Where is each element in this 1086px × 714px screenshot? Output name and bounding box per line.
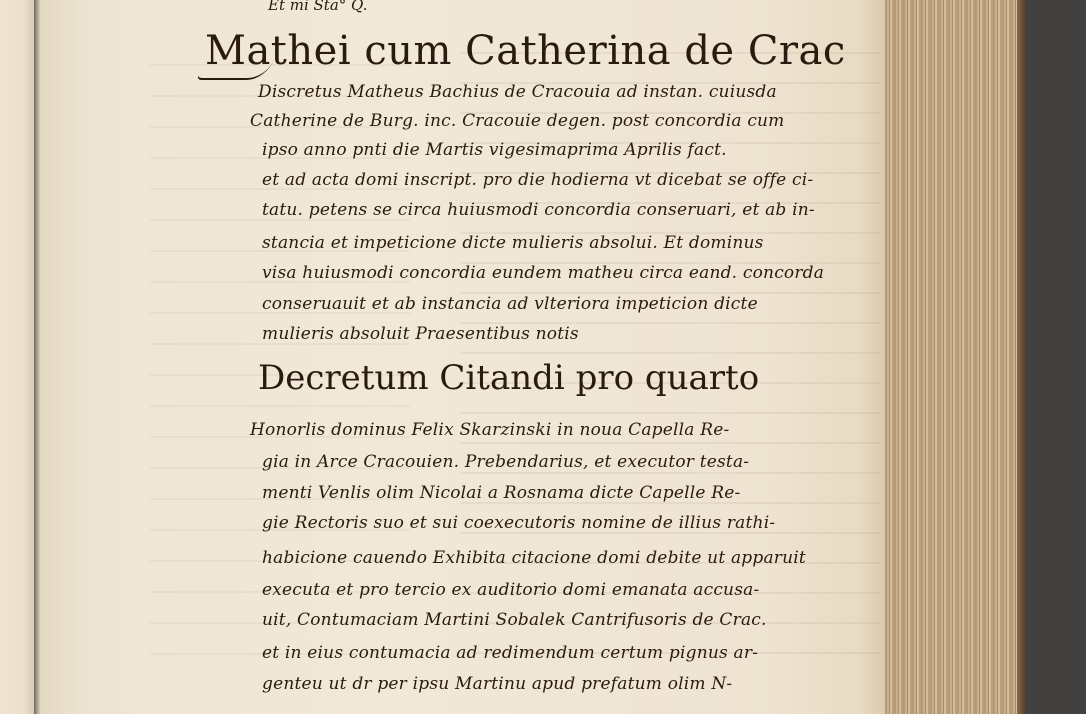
- text-line: menti Venlis olim Nicolai a Rosnama dicte Capelle Re-: [262, 483, 741, 503]
- text-line: tatu. petens se circa huiusmodi concordia conseruari, et ab in-: [262, 200, 815, 220]
- section-heading-1: Mathei cum Catherina de Crac: [205, 28, 846, 74]
- text-line: Catherine de Burg. inc. Cracouie degen. post concordia cum: [250, 111, 785, 131]
- text-line: habicione cauendo Exhibita citacione domi debite ut apparuit: [262, 548, 806, 568]
- text-line: Honorlis dominus Felix Skarzinski in noua Capella Re-: [250, 420, 730, 440]
- margin-note: Et mi Sta° Q.: [268, 0, 368, 14]
- text-line: Discretus Matheus Bachius de Cracouia ad instan. cuiusda: [258, 82, 777, 102]
- section-heading-2: Decretum Citandi pro quarto: [258, 358, 760, 398]
- manuscript-page: [40, 0, 885, 714]
- text-line: visa huiusmodi concordia eundem matheu circa eand. concorda: [262, 263, 825, 283]
- text-line: gia in Arce Cracouien. Prebendarius, et executor testa-: [262, 452, 750, 472]
- text-line: uit, Contumaciam Martini Sobalek Cantrifusoris de Crac.: [262, 610, 767, 630]
- page-block-edges: [885, 0, 1025, 714]
- text-line: conseruauit et ab instancia ad vlteriora impeticion dicte: [262, 294, 758, 314]
- text-line: et in eius contumacia ad redimendum certum pignus ar-: [262, 643, 759, 663]
- text-line: et ad acta domi inscript. pro die hodierna vt dicebat se offe ci-: [262, 170, 814, 190]
- book-cover-background: [1025, 0, 1086, 714]
- text-line: mulieris absoluit Praesentibus notis: [262, 324, 579, 344]
- text-line: executa et pro tercio ex auditorio domi emanata accusa-: [262, 580, 760, 600]
- text-line: gie Rectoris suo et sui coexecutoris nomine de illius rathi-: [262, 513, 776, 533]
- text-line: stancia et impeticione dicte mulieris absolui. Et dominus: [262, 233, 764, 253]
- text-line: genteu ut dr per ipsu Martinu apud prefatum olim N-: [262, 674, 733, 694]
- previous-page-edge: [0, 0, 34, 714]
- text-line: ipso anno pnti die Martis vigesimaprima Aprilis fact.: [262, 140, 727, 160]
